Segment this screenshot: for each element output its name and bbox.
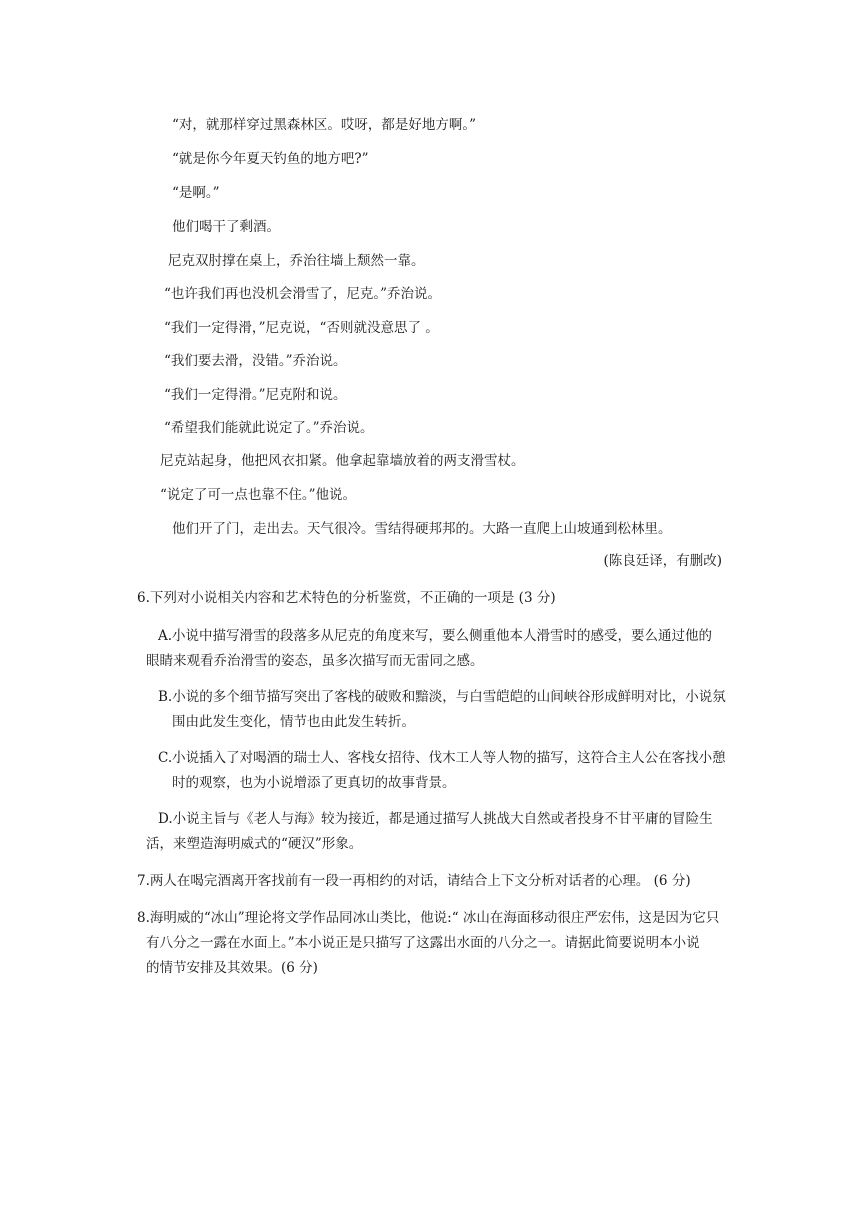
- story-paragraph: “说定了可一点也靠不住。”他说。: [160, 487, 357, 503]
- question-6-option-d: D.小说主旨与《老人与海》较为接近，都是通过描写人挑战大自然或者投身不甘平庸的冒险生: [158, 811, 713, 827]
- question-6-option-a: A.小说中描写滑雪的段落多从尼克的角度来写，要么侧重他本人滑雪时的感受，要么通过他的: [158, 628, 713, 644]
- question-8-cont-1: 有八分之一露在水面上。”本小说正是只描写了这露出水面的八分之一。请据此简要说明本小说: [146, 935, 700, 951]
- question-6-option-a-cont: 眼睛来观看乔治滑雪的姿态，虽多次描写而无雷同之感。: [146, 653, 484, 669]
- question-6-option-c: C.小说插入了对喝酒的瑞士人、客栈女招待、伐木工人等人物的描写，这符合主人公在客找小憩: [158, 750, 726, 766]
- question-6-stem: 6.下列对小说相关内容和艺术特色的分析鉴赏，不正确的一项是 (3 分): [137, 590, 556, 606]
- question-7: 7.两人在喝完酒离开客找前有一段一再相约的对话，请结合上下文分析对话者的心理。 (6 分): [137, 873, 691, 889]
- story-paragraph: 尼克双肘撑在桌上，乔治往墙上颓然一靠。: [168, 253, 425, 269]
- question-6-option-c-cont: 时的观察，也为小说增添了更真切的故事背景。: [172, 775, 456, 791]
- question-6-option-b-cont: 围由此发生变化，情节也由此发生转折。: [172, 714, 415, 730]
- story-paragraph: 他们开了门，走出去。天气很冷。雪结得硬邦邦的。大路一直爬上山坡通到松林里。: [172, 521, 672, 537]
- story-paragraph: “希望我们能就此说定了。”乔治说。: [164, 420, 374, 436]
- story-paragraph: “是啊。”: [172, 185, 220, 201]
- story-paragraph: 他们喝干了剩酒。: [172, 219, 280, 235]
- story-paragraph: “我们一定得滑，”尼克说，“否则就没意思了 。: [164, 320, 439, 336]
- source-attribution: (陈良廷译，有删改): [603, 553, 722, 569]
- story-paragraph: “我们要去滑，没错。”乔治说。: [164, 353, 347, 369]
- story-paragraph: “也许我们再也没机会滑雪了，尼克。”乔治说。: [164, 286, 442, 302]
- story-paragraph: “就是你今年夏天钓鱼的地方吧?”: [172, 151, 369, 167]
- question-6-option-b: B.小说的多个细节描写突出了客栈的破败和黯淡，与白雪皑皑的山间峡谷形成鲜明对比，小说氛: [158, 689, 726, 705]
- story-paragraph: 尼克站起身，他把风衣扣紧。他拿起靠墙放着的两支滑雪杖。: [160, 453, 525, 469]
- question-8: 8.海明威的“冰山”理论将文学作品同冰山类比，他说:“ 冰山在海面移动很庄严宏伟，这是因为它只: [137, 910, 720, 926]
- story-paragraph: “对，就那样穿过黑森林区。哎呀，都是好地方啊。”: [172, 117, 477, 133]
- question-8-cont-2: 的情节安排及其效果。(6 分): [146, 960, 318, 976]
- story-paragraph: “我们一定得滑。”尼克附和说。: [164, 387, 347, 403]
- question-6-option-d-cont: 活，来塑造海明威式的“硬汉”形象。: [146, 836, 363, 852]
